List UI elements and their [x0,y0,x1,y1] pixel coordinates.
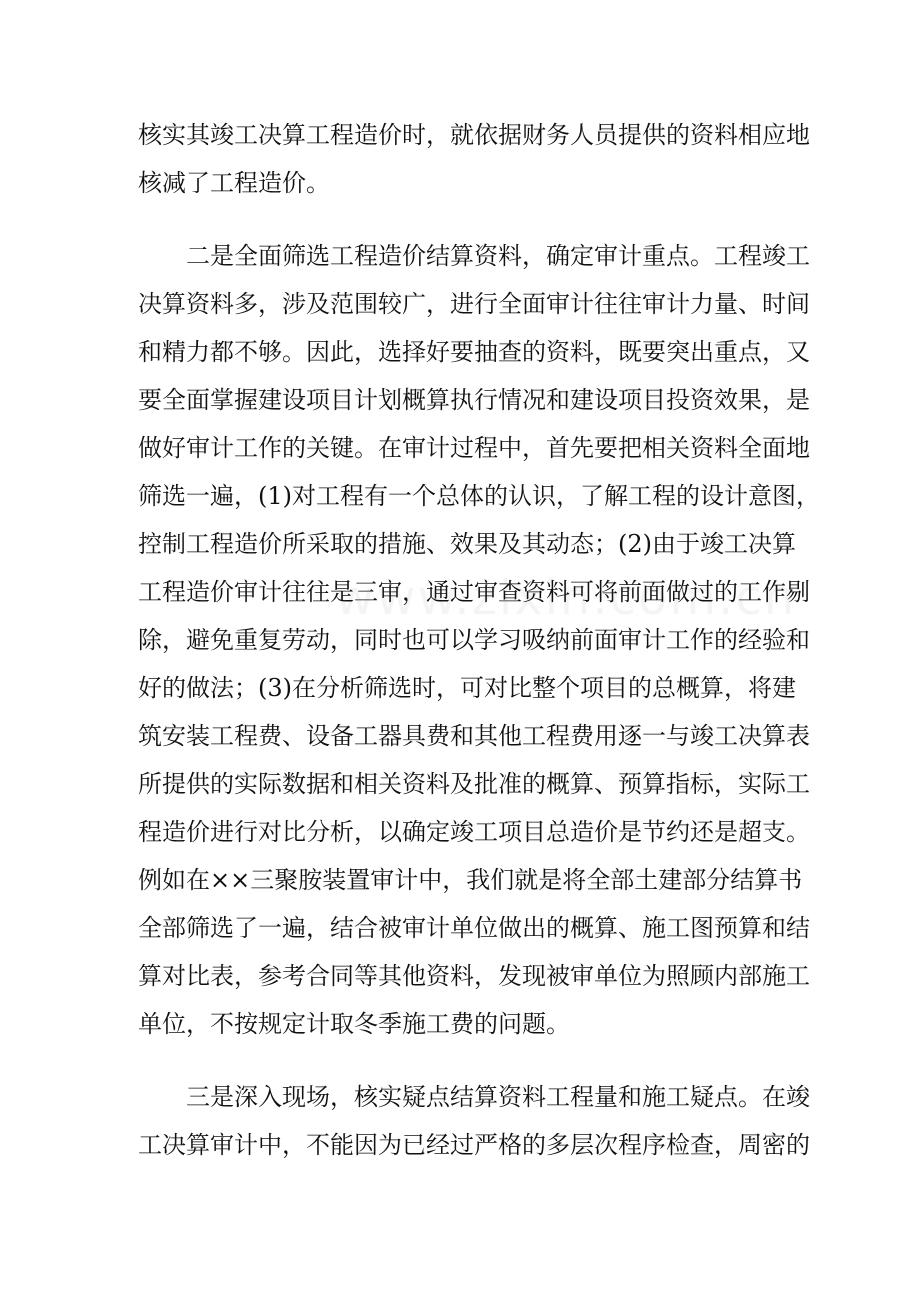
text-line: 控制工程造价所采取的措施、效果及其动态；(2)由于竣工决算 [138,530,796,558]
text-line: 好的做法；(3)在分析筛选时，可对比整个项目的总概算，将建 [138,674,796,702]
text-line: 程造价进行对比分析，以确定竣工项目总造价是节约还是超支。 [138,818,810,846]
text-line: 工程造价审计往往是三审，通过审查资料可将前面做过的工作剔 [138,578,810,606]
text-line: 要全面掌握建设项目计划概算执行情况和建设项目投资效果，是 [138,386,810,414]
text-line: 全部筛选了一遍，结合被审计单位做出的概算、施工图预算和结 [138,914,810,942]
text-line: 和精力都不够。因此，选择好要抽查的资料，既要突出重点，又 [138,338,810,366]
text-line: 工决算审计中，不能因为已经过严格的多层次程序检查，周密的 [138,1131,810,1159]
text-line: 核实其竣工决算工程造价时，就依据财务人员提供的资料相应地 [138,121,810,149]
text-line: 例如在××三聚胺装置审计中，我们就是将全部土建部分结算书 [138,866,803,894]
paragraph-start-line: 三是深入现场，核实疑点结算资料工程量和施工疑点。在竣 [186,1083,810,1111]
text-line: 除，避免重复劳动，同时也可以学习吸纳前面审计工作的经验和 [138,626,810,654]
text-line: 决算资料多，涉及范围较广，进行全面审计往往审计力量、时间 [138,290,810,318]
text-line: 筛选一遍，(1)对工程有一个总体的认识，了解工程的设计意图， [138,482,820,510]
paragraph-start-line: 二是全面筛选工程造价结算资料，确定审计重点。工程竣工 [186,242,810,270]
text-line: 所提供的实际数据和相关资料及批准的概算、预算指标，实际工 [138,770,810,798]
text-line: 筑安装工程费、设备工器具费和其他工程费用逐一与竣工决算表 [138,722,810,750]
text-line: 算对比表，参考合同等其他资料，发现被审单位为照顾内部施工 [138,962,810,990]
text-line: 单位，不按规定计取冬季施工费的问题。 [138,1010,570,1038]
text-line: 做好审计工作的关键。在审计过程中，首先要把相关资料全面地 [138,434,810,462]
text-line: 核减了工程造价。 [138,169,330,197]
